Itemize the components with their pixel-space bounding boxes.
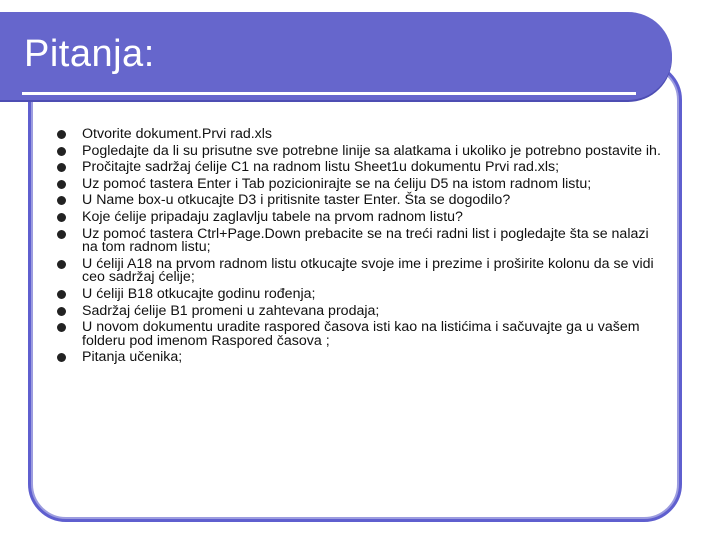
list-item	[54, 255, 664, 286]
list-item-text: Sadržaj ćelije B1 promeni u zahtevana prodaja;	[82, 302, 380, 319]
question-list	[54, 128, 664, 368]
list-item-text: U ćeliji B18 otkucajte godinu rođenja;	[82, 285, 316, 302]
list-item	[54, 285, 664, 302]
list-item	[54, 161, 664, 175]
list-item-text: Pročitajte sadržaj ćelije C1 na radnom listu Sheet1u dokumentu Prvi rad.xls;	[82, 159, 560, 176]
list-item	[54, 142, 664, 159]
bullet-icon	[57, 323, 66, 332]
list-item	[54, 175, 664, 192]
list-item-text: Pitanja učenika;	[82, 349, 183, 366]
list-item	[54, 128, 664, 142]
title-underline	[22, 92, 636, 95]
list-item	[54, 194, 664, 208]
slide-title: Pitanja:	[24, 33, 155, 75]
list-item-text: Uz pomoć tastera Enter i Tab pozicionirajte se na ćeliju D5 na istom radnom listu;	[82, 175, 592, 192]
list-item-text: U ćeliji A18 na prvom radnom listu otkucajte svoje ime i prezime i proširite kolonu da se vidi ceo sadržaj ćelije;	[82, 255, 654, 286]
list-item-text: Pogledajte da li su prisutne sve potrebne linije sa alatkama i ukoliko je potrebno postavite ih.	[82, 142, 661, 159]
list-item	[54, 351, 664, 365]
bullet-icon	[57, 180, 66, 189]
bullet-icon	[57, 290, 66, 299]
bullet-icon	[57, 260, 66, 269]
bullet-icon	[57, 307, 66, 316]
bullet-icon	[57, 163, 66, 172]
list-item	[54, 208, 664, 225]
list-item-text: U Name box-u otkucajte D3 i pritisnite taster Enter. Šta se dogodilo?	[82, 192, 511, 209]
bullet-icon	[57, 130, 66, 139]
list-item-text: U novom dokumentu uradite raspored časova isti kao na listićima i sačuvajte ga u vašem folderu pod imenom Raspored časova ;	[82, 319, 640, 349]
list-item-text: Otvorite dokument.Prvi rad.xls	[82, 126, 273, 142]
bullet-icon	[57, 353, 66, 362]
bullet-icon	[57, 213, 66, 222]
list-item	[54, 302, 664, 319]
bullet-icon	[57, 196, 66, 205]
list-item	[54, 225, 664, 256]
bullet-icon	[57, 230, 66, 239]
list-item-text: Uz pomoć tastera Ctrl+Page.Down prebacite se na treći radni list i pogledajte šta se nalazi na tom radnom listu;	[82, 225, 649, 256]
list-item	[54, 321, 664, 348]
list-item-text: Koje ćelije pripadaju zaglavlju tabele na prvom radnom listu?	[82, 208, 463, 225]
bullet-icon	[57, 147, 66, 156]
